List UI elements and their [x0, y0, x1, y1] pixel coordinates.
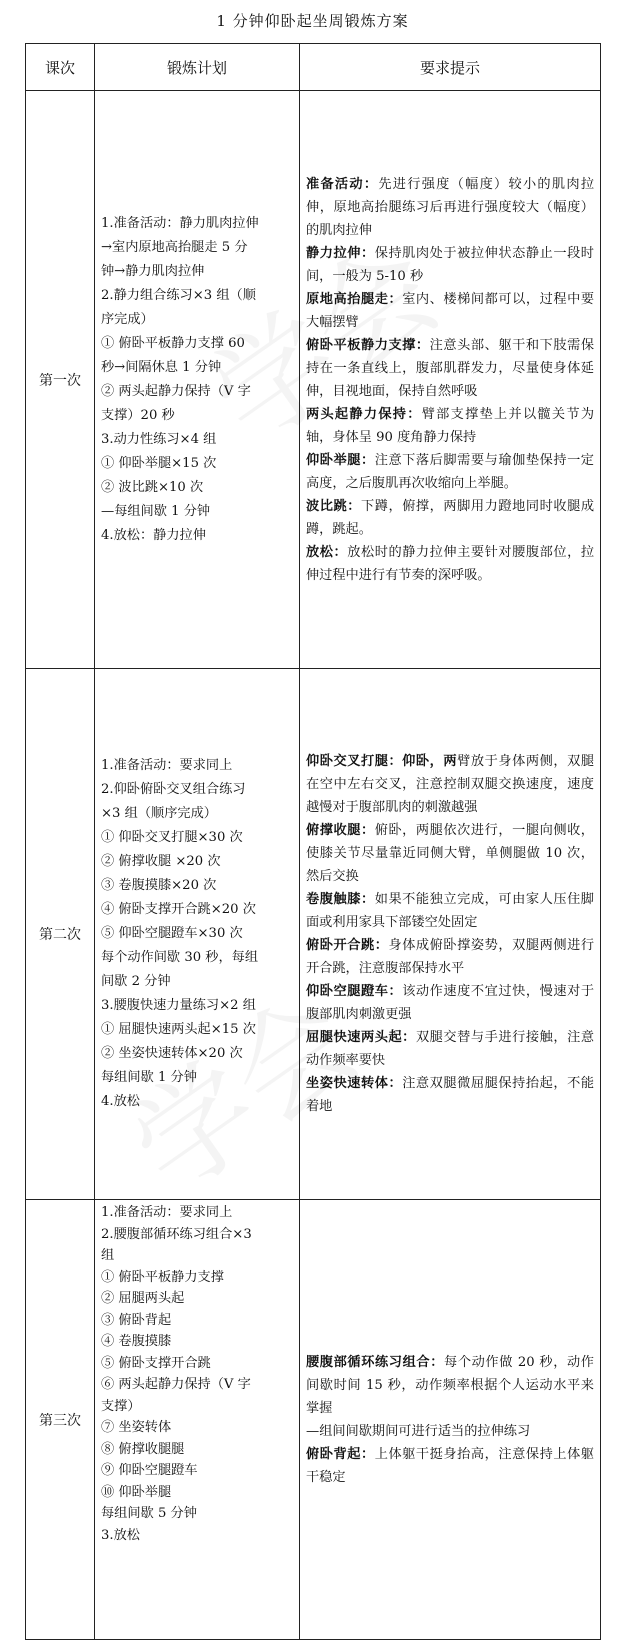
tip-paragraph [306, 403, 594, 449]
plan-line: ① 俯卧平板静力支撑 [101, 1269, 224, 1285]
plan-line: 2.腰腹部循环练习组合×3 [101, 1226, 252, 1242]
plan-line: 支撑） [101, 1398, 141, 1414]
plan-line: 每组间歇 1 分钟 [101, 1070, 197, 1085]
table-row [26, 91, 601, 669]
plan-line: ③ 俯卧背起 [101, 1312, 172, 1328]
plan-line: —每组间歇 1 分钟 [101, 503, 211, 519]
tip-paragraph [306, 288, 594, 334]
tip-term: 静力拉伸： [306, 245, 375, 261]
tip-term: 俯撑收腿： [306, 823, 375, 838]
plan-line: 秒→间隔休息 1 分钟 [101, 359, 222, 375]
tip-text: 保持肌肉处于被拉伸状态静止一段时间，一般为 5-10 秒 [306, 245, 594, 284]
tip-term: 准备活动： [306, 176, 379, 192]
tip-text: 注意双腿微屈腿保持抬起，不能着地 [306, 1076, 595, 1114]
table-header-row [26, 44, 601, 91]
plan-line: ② 坐姿快速转体×20 次 [101, 1046, 243, 1061]
plan-cell [95, 669, 300, 1200]
plan-line: 3.放松 [101, 1527, 140, 1543]
tip-paragraph [306, 495, 594, 541]
plan-line: ② 两头起静力保持（V 字 [101, 383, 251, 399]
plan-line: 2.仰卧俯卧交叉组合练习 [101, 782, 246, 797]
tip-text: 室内、楼梯间都可以，过程中要大幅摆臂 [306, 291, 595, 330]
plan-line: 间歇 2 分钟 [101, 974, 171, 989]
tip-term: 腰腹部循环练习组合： [306, 1354, 445, 1370]
plan-line: 2.静力组合练习×3 组（顺 [101, 287, 256, 303]
exercise-plan-table [25, 43, 601, 1640]
tip-text: 注意头部、躯干和下肢需保持在一条直线上，腹部肌群发力，尽量使身体延伸，目视地面，保持自然呼吸 [306, 337, 595, 399]
tip-text: 注意下落后脚需要与瑜伽垫保持一定高度，之后腹肌再次收缩向上举腿。 [306, 452, 594, 491]
plan-line: ① 屈腿快速两头起×15 次 [101, 1022, 256, 1037]
plan-cell [95, 91, 300, 669]
tip-paragraph [306, 449, 594, 495]
tip-text: 臂放于身体两侧，双腿在空中左右交叉，注意控制双腿交换速度，速度越慢对于腹部肌肉的刺激越强 [306, 754, 595, 815]
plan-line: 钟→静力肌肉拉伸 [101, 263, 205, 279]
plan-line: 组 [101, 1248, 115, 1263]
plan-line: 1.准备活动：要求同上 [101, 1205, 233, 1220]
column-header-plan: 锻炼计划 [95, 44, 300, 91]
tip-paragraph [306, 1443, 594, 1489]
plan-line: ⑨ 仰卧空腿蹬车 [101, 1463, 198, 1478]
page-title: 1 分钟仰卧起坐周锻炼方案 [216, 12, 409, 30]
table-row [26, 1200, 601, 1640]
tip-text: 上体躯干挺身抬高，注意保持上体躯干稳定 [306, 1446, 594, 1485]
tip-paragraph [306, 819, 594, 888]
plan-line: ⑦ 坐姿转体 [101, 1420, 172, 1435]
tips-cell [300, 669, 601, 1200]
tip-term: 屈腿快速两头起： [306, 1030, 416, 1045]
tip-text: 臂部支撑垫上并以髋关节为轴，身体呈 90 度角静力保持 [306, 406, 595, 445]
plan-line: ② 屈腿两头起 [101, 1291, 185, 1306]
plan-line: 1.准备活动：静力肌肉拉伸 [101, 215, 259, 231]
tip-term: 仰卧交叉打腿：仰卧，两 [306, 754, 458, 769]
session-cell: 第二次 [26, 669, 95, 1200]
session-cell: 第一次 [26, 91, 95, 669]
plan-line: ② 俯撑收腿 ×20 次 [101, 854, 221, 869]
column-header-session: 课次 [26, 44, 95, 91]
tip-term: 原地高抬腿走： [306, 291, 403, 307]
tip-paragraph [306, 750, 594, 819]
plan-line: ① 仰卧举腿×15 次 [101, 455, 217, 471]
tip-paragraph [306, 1420, 594, 1443]
tip-text: 如果不能独立完成，可由家人压住脚面或利用家具下部镂空处固定 [306, 892, 594, 930]
tip-text: 放松时的静力拉伸主要针对腰腹部位，拉伸过程中进行有节奏的深呼吸。 [306, 544, 595, 583]
plan-line: 序完成） [101, 311, 154, 327]
session-cell: 第三次 [26, 1200, 95, 1640]
tip-paragraph [306, 242, 594, 288]
plan-line: 每个动作间歇 30 秒，每组 [101, 950, 259, 965]
tip-text: 每个动作做 20 秒，动作间歇时间 15 秒，动作频率根据个人运动水平来掌握 [306, 1354, 594, 1416]
tip-term: 两头起静力保持： [306, 406, 422, 422]
tip-term: 波比跳： [306, 498, 361, 514]
plan-line: ② 波比跳×10 次 [101, 479, 204, 495]
tip-text: 先进行强度（幅度）较小的肌肉拉伸，原地高抬腿练习后再进行强度较大（幅度）的肌肉拉伸 [306, 176, 595, 238]
plan-line: 4.放松：静力拉伸 [101, 527, 206, 543]
tip-term: 坐姿快速转体： [306, 1076, 403, 1091]
table-row [26, 669, 601, 1200]
plan-line: 支撑）20 秒 [101, 407, 175, 423]
tip-text: 该动作速度不宜过快，慢速对于腹部肌肉刺激更强 [306, 984, 595, 1022]
tip-text: 下蹲，俯撑，两脚用力蹬地同时收腿成蹲，跳起。 [306, 498, 595, 537]
plan-line: ③ 卷腹摸膝×20 次 [101, 878, 217, 893]
plan-line: 4.放松 [101, 1094, 140, 1109]
plan-line: ① 仰卧交叉打腿×30 次 [101, 830, 243, 845]
tips-cell [300, 1200, 601, 1640]
tip-term: 放松： [306, 544, 348, 560]
plan-line: ⑥ 两头起静力保持（V 字 [101, 1377, 251, 1392]
tip-paragraph [306, 1026, 594, 1072]
tip-paragraph [306, 541, 594, 587]
tip-paragraph [306, 888, 594, 934]
plan-line: ⑧ 俯撑收腿腿 [101, 1441, 185, 1457]
tip-paragraph [306, 934, 594, 980]
tip-term: 俯卧背起： [306, 1446, 375, 1462]
tip-text: 俯卧，两腿依次进行，一腿向侧收，使膝关节尽量靠近同侧大臂，单侧腿做 10 次，然后交换 [306, 823, 594, 884]
tip-text: 身体成俯卧撑姿势，双腿两侧进行开合跳，注意腹部保持水平 [306, 938, 595, 976]
tip-term: 俯卧平板静力支撑： [306, 337, 430, 353]
tip-text: —组间间歇期间可进行适当的拉伸练习 [306, 1423, 531, 1439]
plan-line: ×3 组（顺序完成） [101, 806, 217, 821]
tip-paragraph [306, 980, 594, 1026]
plan-line: →室内原地高抬腿走 5 分 [101, 239, 248, 255]
plan-line: ⑤ 俯卧支撑开合跳 [101, 1355, 211, 1371]
tip-term: 俯卧开合跳： [306, 938, 389, 953]
plan-line: 3.腰腹快速力量练习×2 组 [101, 998, 256, 1013]
plan-line: 每组间歇 5 分钟 [101, 1506, 197, 1521]
tip-paragraph [306, 334, 594, 403]
column-header-tips: 要求提示 [300, 44, 601, 91]
tip-paragraph [306, 173, 594, 242]
plan-line: 3.动力性练习×4 组 [101, 431, 217, 447]
plan-line: 1.准备活动：要求同上 [101, 758, 233, 773]
plan-line: ④ 俯卧支撑开合跳×20 次 [101, 902, 256, 917]
plan-line: ④ 卷腹摸膝 [101, 1334, 172, 1349]
tip-term: 卷腹触膝： [306, 892, 375, 907]
plan-cell [95, 1200, 300, 1640]
plan-line: ① 俯卧平板静力支撑 60 [101, 335, 245, 351]
plan-line: ⑩ 仰卧举腿 [101, 1484, 172, 1500]
tip-paragraph [306, 1351, 594, 1420]
plan-line: ⑤ 仰卧空腿蹬车×30 次 [101, 926, 243, 941]
tips-cell [300, 91, 601, 669]
tip-text: 双腿交替与手进行接触，注意动作频率要快 [306, 1030, 595, 1068]
tip-term: 仰卧空腿蹬车： [306, 984, 403, 999]
tip-term: 仰卧举腿： [306, 452, 375, 468]
tip-paragraph [306, 1072, 594, 1118]
